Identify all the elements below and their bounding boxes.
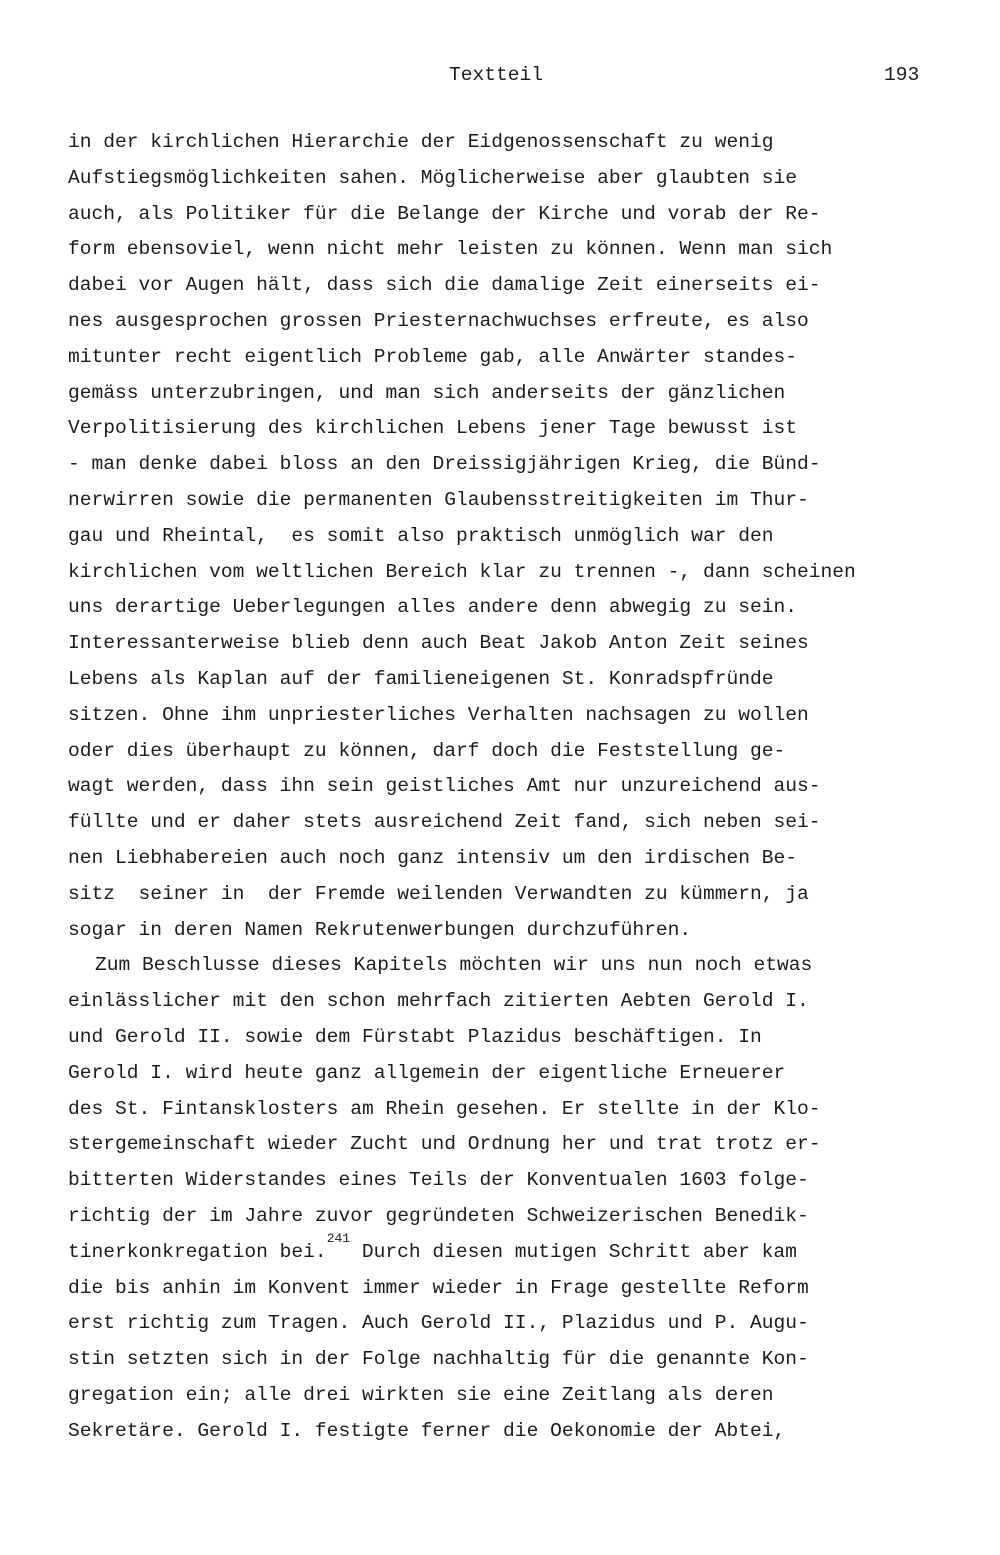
text-line: gau und Rheintal, es somit also praktisch unmöglich war den [68, 524, 774, 547]
text-line: sitzen. Ohne ihm unpriesterliches Verhalten nachsagen zu wollen [68, 703, 809, 726]
paragraph-2 [68, 948, 968, 1449]
text-line: uns derartige Ueberlegungen alles andere denn abwegig zu sein. [68, 596, 798, 619]
page-number: 193 [884, 64, 920, 86]
text-line: Zum Beschlusse dieses Kapitels möchten wir uns nun noch etwas [95, 954, 813, 977]
text-line: und Gerold II. sowie dem Fürstabt Plazidus beschäftigen. In [68, 1025, 762, 1048]
text-segment: Durch diesen mutigen Schritt aber kam [350, 1240, 797, 1263]
page-header [0, 64, 1000, 88]
text-line: richtig der im Jahre zuvor gegründeten Schweizerischen Benedik- [68, 1204, 809, 1227]
text-line: nes ausgesprochen grossen Priesternachwuchses erfreute, es also [68, 309, 809, 332]
running-head: Textteil [449, 64, 544, 86]
text-line: auch, als Politiker für die Belange der Kirche und vorab der Re- [68, 202, 821, 225]
text-line: die bis anhin im Konvent immer wieder in Frage gestellte Reform [68, 1276, 809, 1299]
text-line: Interessanterweise blieb denn auch Beat Jakob Anton Zeit seines [68, 632, 809, 655]
text-line: gregation ein; alle drei wirkten sie eine Zeitlang als deren [68, 1383, 774, 1406]
text-line: mitunter recht eigentlich Probleme gab, alle Anwärter standes- [68, 345, 798, 368]
text-segment: tinerkonkregation bei. [68, 1240, 327, 1263]
text-line: in der kirchlichen Hierarchie der Eidgenossenschaft zu wenig [68, 131, 774, 153]
text-line: Lebens als Kaplan auf der familieneigenen St. Konradspfründe [68, 667, 774, 690]
text-line: dabei vor Augen hält, dass sich die damalige Zeit einerseits ei- [68, 274, 821, 297]
text-line: füllte und er daher stets ausreichend Zeit fand, sich neben sei- [68, 811, 821, 834]
text-line: stergemeinschaft wieder Zucht und Ordnung her und trat trotz er- [68, 1133, 821, 1156]
text-line: Sekretäre. Gerold I. festigte ferner die Oekonomie der Abtei, [68, 1419, 786, 1442]
text-line: nerwirren sowie die permanenten Glaubensstreitigkeiten im Thur- [68, 488, 809, 511]
paragraph-1 [68, 125, 968, 948]
text-line: nen Liebhabereien auch noch ganz intensiv um den irdischen Be- [68, 846, 798, 869]
text-line: oder dies überhaupt zu können, darf doch die Feststellung ge- [68, 739, 786, 762]
text-line: sitz seiner in der Fremde weilenden Verwandten zu kümmern, ja [68, 882, 809, 905]
text-line: sogar in deren Namen Rekrutenwerbungen durchzuführen. [68, 918, 692, 941]
footnote-reference: 241 [326, 1230, 351, 1246]
body-text [68, 125, 968, 1449]
text-line: - man denke dabei bloss an den Dreissigjährigen Krieg, die Bünd- [68, 453, 821, 476]
text-line: wagt werden, dass ihn sein geistliches Amt nur unzureichend aus- [68, 775, 821, 798]
text-line: Gerold I. wird heute ganz allgemein der eigentliche Erneuerer [68, 1061, 786, 1084]
text-line: bitterten Widerstandes eines Teils der Konventualen 1603 folge- [68, 1169, 809, 1192]
text-line: stin setzten sich in der Folge nachhaltig für die genannte Kon- [68, 1348, 809, 1371]
text-line: erst richtig zum Tragen. Auch Gerold II., Plazidus und P. Augu- [68, 1312, 809, 1335]
text-line: gemäss unterzubringen, und man sich anderseits der gänzlichen [68, 381, 786, 404]
text-line: des St. Fintansklosters am Rhein gesehen. Er stellte in der Klo- [68, 1097, 821, 1120]
text-line: Verpolitisierung des kirchlichen Lebens jener Tage bewusst ist [68, 417, 798, 440]
text-line: einlässlicher mit den schon mehrfach zitierten Aebten Gerold I. [68, 990, 809, 1013]
text-line: Aufstiegsmöglichkeiten sahen. Möglicherweise aber glaubten sie [68, 166, 798, 189]
text-line: form ebensoviel, wenn nicht mehr leisten zu können. Wenn man sich [68, 238, 833, 261]
text-line: kirchlichen vom weltlichen Bereich klar zu trennen -, dann scheinen [68, 560, 856, 583]
text-line-with-footnote [68, 1230, 968, 1271]
